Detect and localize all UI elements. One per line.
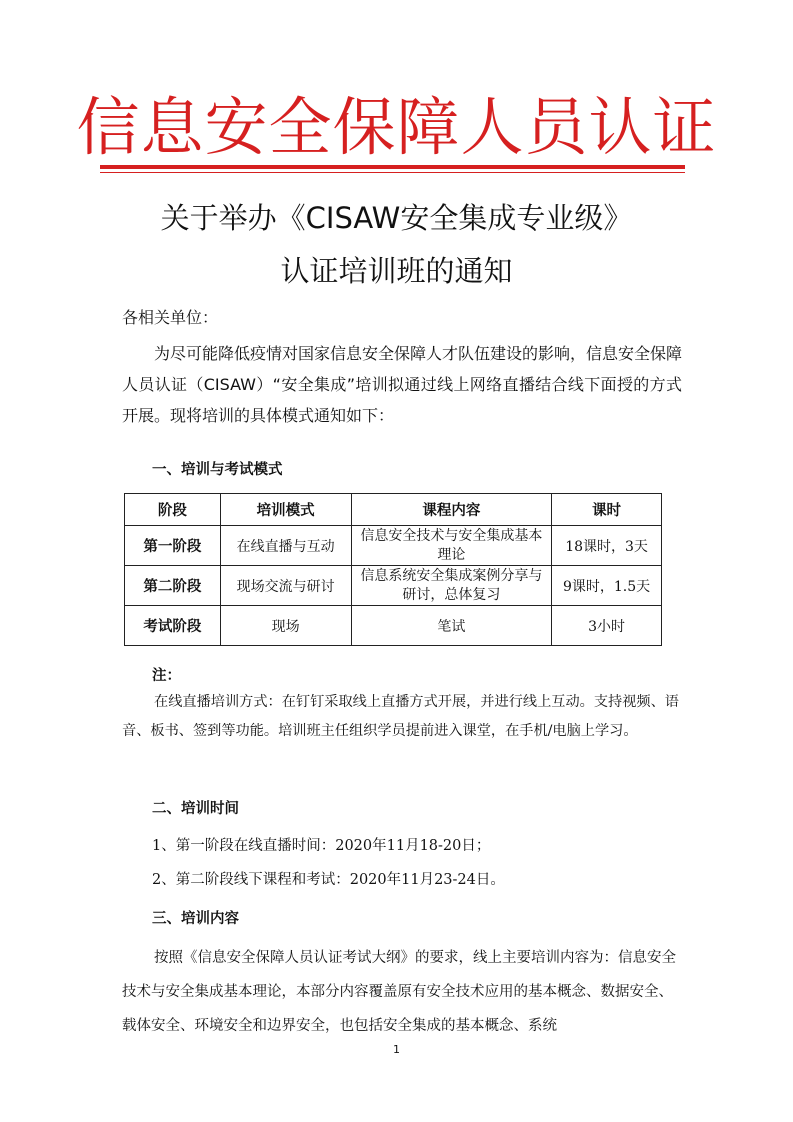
- section1-heading: 一、培训与考试模式: [152, 462, 283, 478]
- table-cell-content: 笔试: [351, 606, 552, 646]
- table-cell-mode: 现场: [220, 606, 351, 646]
- table-cell-mode: 在线直播与互动: [220, 526, 351, 566]
- table-cell-content: 信息安全技术与安全集成基本理论: [351, 526, 552, 566]
- table-header-cell: 培训模式: [220, 494, 351, 526]
- intro-paragraph: 为尽可能降低疫情对国家信息安全保障人才队伍建设的影响，信息安全保障人员认证（CISAW）“安全集成”培训拟通过线上网络直播结合线下面授的方式开展。现将培训的具体模式通知如下：: [122, 344, 683, 425]
- table-row: [125, 566, 662, 606]
- banner-rule-thick: [100, 165, 685, 169]
- table-header-cell: 课时: [552, 494, 662, 526]
- notice-title-line2: 认证培训班的通知: [280, 254, 513, 288]
- table-row: [125, 526, 662, 566]
- section3-paragraph: 按照《信息安全保障人员认证考试大纲》的要求，线上主要培训内容为：信息安全技术与安全集成基本理论，本部分内容覆盖原有安全技术应用的基本概念、数据安全、载体安全、环境安全和边界安全，也包括安全集成的基本概念、系统: [122, 950, 676, 1034]
- table-cell-stage: 第二阶段: [125, 566, 221, 606]
- table-header-cell: 课程内容: [351, 494, 552, 526]
- section3-heading: 三、培训内容: [152, 911, 239, 927]
- table-header-cell: 阶段: [125, 494, 221, 526]
- table-cell-hours: 18课时，3天: [552, 526, 662, 566]
- schedule-item: 1、第一阶段在线直播时间：2020年11月18-20日；: [152, 838, 491, 854]
- banner-rule-thin: [100, 172, 685, 173]
- section2-heading: 二、培训时间: [152, 801, 239, 817]
- table-cell-mode: 现场交流与研讨: [220, 566, 351, 606]
- course-table: [124, 493, 662, 646]
- table-cell-stage: 第一阶段: [125, 526, 221, 566]
- schedule-item: 2、第二阶段线下课程和考试：2020年11月23-24日。: [152, 872, 505, 888]
- table-cell-stage: 考试阶段: [125, 606, 221, 646]
- table-cell-content: 信息系统安全集成案例分享与研讨，总体复习: [351, 566, 552, 606]
- notice-title-line1: 关于举办《CISAW安全集成专业级》: [160, 201, 633, 235]
- banner-title: 信息安全保障人员认证: [76, 91, 717, 164]
- table-header-row: [125, 494, 662, 526]
- table-cell-hours: 9课时，1.5天: [552, 566, 662, 606]
- page-number: 1: [393, 1043, 400, 1056]
- note-paragraph: 在线直播培训方式：在钉钉采取线上直播方式开展，并进行线上互动。支持视频、语音、板书、签到等功能。培训班主任组织学员提前进入课堂，在手机/电脑上学习。: [122, 694, 679, 739]
- table-cell-hours: 3小时: [552, 606, 662, 646]
- table-row: [125, 606, 662, 646]
- salutation: 各相关单位：: [122, 308, 219, 327]
- note-label: 注：: [152, 668, 181, 684]
